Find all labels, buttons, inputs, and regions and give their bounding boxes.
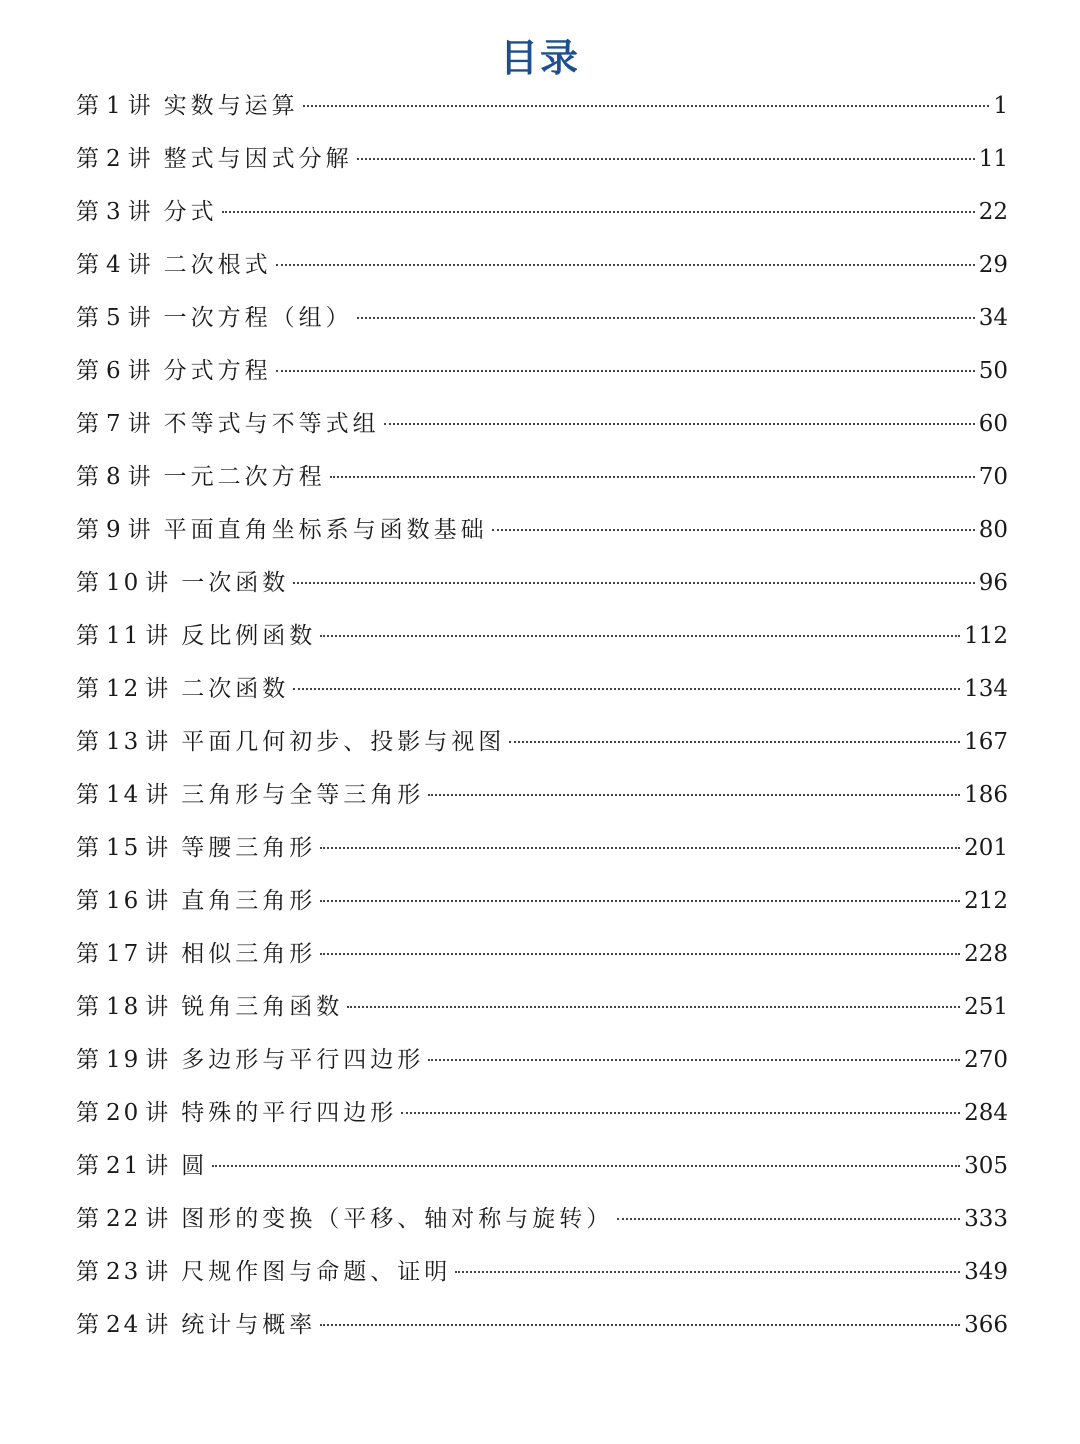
lecture-title: 分式方程 xyxy=(163,358,272,384)
lecture-title: 锐角三角函数 xyxy=(181,994,344,1020)
lecture-prefix: 第 xyxy=(76,252,102,278)
lecture-title: 平面几何初步、投影与视图 xyxy=(181,729,506,755)
lecture-suffix: 讲 xyxy=(145,1047,172,1073)
lecture-suffix: 讲 xyxy=(127,252,154,278)
lecture-suffix: 讲 xyxy=(145,1259,172,1285)
lecture-number: 17 xyxy=(106,941,142,967)
page-number: 333 xyxy=(964,1206,1008,1232)
lecture-number: 14 xyxy=(106,782,142,808)
lecture-label xyxy=(76,1246,171,1299)
toc-entry-20[interactable] xyxy=(76,1087,1008,1140)
lecture-title: 不等式与不等式组 xyxy=(163,411,380,437)
lecture-title: 平面直角坐标系与函数基础 xyxy=(163,517,488,543)
lecture-label xyxy=(76,1034,171,1087)
lecture-suffix: 讲 xyxy=(145,676,172,702)
lecture-number: 11 xyxy=(106,623,142,649)
toc-entry-3[interactable] xyxy=(76,186,1008,239)
page-number: 284 xyxy=(964,1100,1008,1126)
lecture-label xyxy=(76,716,171,769)
page-number: 251 xyxy=(964,994,1008,1020)
dot-leader xyxy=(320,953,960,955)
lecture-number: 9 xyxy=(106,517,124,543)
page-number: 60 xyxy=(978,411,1008,437)
toc-entry-22[interactable] xyxy=(76,1193,1008,1246)
lecture-title: 分式 xyxy=(163,199,218,225)
lecture-suffix: 讲 xyxy=(127,146,154,172)
page-number: 270 xyxy=(964,1047,1008,1073)
lecture-suffix: 讲 xyxy=(145,941,172,967)
lecture-prefix: 第 xyxy=(76,305,102,331)
dot-leader xyxy=(293,582,974,584)
dot-leader xyxy=(384,423,975,425)
page-number: 349 xyxy=(964,1259,1008,1285)
lecture-label xyxy=(76,769,171,822)
lecture-label xyxy=(76,186,154,239)
lecture-title: 直角三角形 xyxy=(181,888,317,914)
dot-leader xyxy=(455,1271,960,1273)
lecture-prefix: 第 xyxy=(76,199,102,225)
dot-leader xyxy=(320,1324,960,1326)
dot-leader xyxy=(330,476,975,478)
lecture-prefix: 第 xyxy=(76,1312,102,1338)
lecture-label xyxy=(76,875,171,928)
lecture-suffix: 讲 xyxy=(145,782,172,808)
dot-leader xyxy=(617,1218,960,1220)
lecture-number: 12 xyxy=(106,676,142,702)
lecture-label xyxy=(76,133,154,186)
toc-entry-2[interactable] xyxy=(76,133,1008,186)
lecture-label xyxy=(76,398,154,451)
lecture-title: 反比例函数 xyxy=(181,623,317,649)
page-number: 134 xyxy=(964,676,1008,702)
lecture-prefix: 第 xyxy=(76,676,102,702)
page-number: 305 xyxy=(964,1153,1008,1179)
lecture-label xyxy=(76,610,171,663)
lecture-number: 23 xyxy=(106,1259,142,1285)
dot-leader xyxy=(320,847,960,849)
lecture-prefix: 第 xyxy=(76,782,102,808)
lecture-number: 18 xyxy=(106,994,142,1020)
lecture-suffix: 讲 xyxy=(145,729,172,755)
lecture-number: 15 xyxy=(106,835,142,861)
dot-leader xyxy=(320,900,960,902)
lecture-label xyxy=(76,1299,171,1352)
lecture-title: 一元二次方程 xyxy=(163,464,326,490)
lecture-prefix: 第 xyxy=(76,1206,102,1232)
lecture-number: 5 xyxy=(106,305,124,331)
page-number: 50 xyxy=(978,358,1008,384)
lecture-prefix: 第 xyxy=(76,1047,102,1073)
page-number: 22 xyxy=(978,199,1008,225)
lecture-title: 三角形与全等三角形 xyxy=(181,782,425,808)
page-number: 11 xyxy=(978,146,1008,172)
page-number: 112 xyxy=(964,623,1008,649)
lecture-label xyxy=(76,504,154,557)
toc-entry-17[interactable] xyxy=(76,928,1008,981)
lecture-number: 24 xyxy=(106,1312,142,1338)
lecture-number: 20 xyxy=(106,1100,142,1126)
lecture-suffix: 讲 xyxy=(127,305,154,331)
lecture-number: 3 xyxy=(106,199,124,225)
lecture-label xyxy=(76,1193,171,1246)
lecture-suffix: 讲 xyxy=(145,994,172,1020)
dot-leader xyxy=(276,370,975,372)
lecture-title: 尺规作图与命题、证明 xyxy=(181,1259,452,1285)
page-number: 366 xyxy=(964,1312,1008,1338)
toc-entry-14[interactable] xyxy=(76,769,1008,822)
dot-leader xyxy=(401,1112,960,1114)
lecture-title: 圆 xyxy=(181,1153,209,1179)
toc-entry-8[interactable] xyxy=(76,451,1008,504)
lecture-suffix: 讲 xyxy=(127,199,154,225)
lecture-number: 19 xyxy=(106,1047,142,1073)
dot-leader xyxy=(276,264,975,266)
lecture-number: 13 xyxy=(106,729,142,755)
lecture-title: 多边形与平行四边形 xyxy=(181,1047,425,1073)
lecture-label xyxy=(76,663,171,716)
lecture-prefix: 第 xyxy=(76,888,102,914)
page-number: 29 xyxy=(978,252,1008,278)
toc-entry-4[interactable] xyxy=(76,239,1008,292)
toc-entry-19[interactable] xyxy=(76,1034,1008,1087)
toc-entry-24[interactable] xyxy=(76,1299,1008,1352)
toc-entry-21[interactable] xyxy=(76,1140,1008,1193)
dot-leader xyxy=(492,529,975,531)
dot-leader xyxy=(303,105,990,107)
lecture-label xyxy=(76,1140,171,1193)
lecture-label xyxy=(76,345,154,398)
lecture-title: 二次根式 xyxy=(163,252,272,278)
lecture-number: 8 xyxy=(106,464,124,490)
dot-leader xyxy=(357,158,975,160)
lecture-number: 22 xyxy=(106,1206,142,1232)
dot-leader xyxy=(320,635,960,637)
lecture-suffix: 讲 xyxy=(145,888,172,914)
toc-entry-1[interactable] xyxy=(76,80,1008,133)
lecture-suffix: 讲 xyxy=(145,1206,172,1232)
page-number: 212 xyxy=(964,888,1008,914)
lecture-title: 相似三角形 xyxy=(181,941,317,967)
toc-entry-16[interactable] xyxy=(76,875,1008,928)
lecture-suffix: 讲 xyxy=(127,517,154,543)
lecture-number: 16 xyxy=(106,888,142,914)
toc-entry-7[interactable] xyxy=(76,398,1008,451)
page-number: 34 xyxy=(978,305,1008,331)
toc-entry-5[interactable] xyxy=(76,292,1008,345)
lecture-title: 特殊的平行四边形 xyxy=(181,1100,398,1126)
page-number: 80 xyxy=(978,517,1008,543)
lecture-suffix: 讲 xyxy=(127,358,154,384)
toc-entry-11[interactable] xyxy=(76,610,1008,663)
toc-entry-23[interactable] xyxy=(76,1246,1008,1299)
lecture-suffix: 讲 xyxy=(127,411,154,437)
lecture-number: 1 xyxy=(106,93,124,119)
lecture-label xyxy=(76,451,154,504)
toc-entry-18[interactable] xyxy=(76,981,1008,1034)
lecture-label xyxy=(76,928,171,981)
toc-entry-10[interactable] xyxy=(76,557,1008,610)
lecture-prefix: 第 xyxy=(76,411,102,437)
page-number: 1 xyxy=(993,93,1008,119)
lecture-suffix: 讲 xyxy=(145,1100,172,1126)
lecture-prefix: 第 xyxy=(76,941,102,967)
lecture-number: 10 xyxy=(106,570,142,596)
lecture-label xyxy=(76,1087,171,1140)
lecture-prefix: 第 xyxy=(76,994,102,1020)
lecture-number: 4 xyxy=(106,252,124,278)
toc-entry-15[interactable] xyxy=(76,822,1008,875)
dot-leader xyxy=(509,741,960,743)
lecture-title: 等腰三角形 xyxy=(181,835,317,861)
lecture-prefix: 第 xyxy=(76,517,102,543)
page-title: 目录 xyxy=(499,36,580,80)
lecture-title: 二次函数 xyxy=(181,676,290,702)
lecture-title: 一次方程（组） xyxy=(163,305,353,331)
lecture-title: 一次函数 xyxy=(181,570,290,596)
lecture-suffix: 讲 xyxy=(145,1153,172,1179)
toc-entry-12[interactable] xyxy=(76,663,1008,716)
lecture-prefix: 第 xyxy=(76,729,102,755)
lecture-suffix: 讲 xyxy=(127,93,154,119)
lecture-prefix: 第 xyxy=(76,835,102,861)
lecture-label xyxy=(76,822,171,875)
page-number: 70 xyxy=(978,464,1008,490)
lecture-suffix: 讲 xyxy=(145,623,172,649)
lecture-label xyxy=(76,292,154,345)
toc-entry-6[interactable] xyxy=(76,345,1008,398)
lecture-title: 实数与运算 xyxy=(163,93,299,119)
page-number: 167 xyxy=(964,729,1008,755)
page-number: 186 xyxy=(964,782,1008,808)
lecture-suffix: 讲 xyxy=(145,835,172,861)
page-number: 201 xyxy=(964,835,1008,861)
lecture-prefix: 第 xyxy=(76,623,102,649)
dot-leader xyxy=(222,211,975,213)
lecture-label xyxy=(76,239,154,292)
lecture-label xyxy=(76,557,171,610)
lecture-number: 2 xyxy=(106,146,124,172)
toc-entry-9[interactable] xyxy=(76,504,1008,557)
page-number: 228 xyxy=(964,941,1008,967)
lecture-suffix: 讲 xyxy=(145,1312,172,1338)
lecture-prefix: 第 xyxy=(76,1100,102,1126)
lecture-prefix: 第 xyxy=(76,146,102,172)
lecture-prefix: 第 xyxy=(76,570,102,596)
lecture-title: 图形的变换（平移、轴对称与旋转） xyxy=(181,1206,614,1232)
table-of-contents xyxy=(76,80,1008,1352)
lecture-label xyxy=(76,981,171,1034)
lecture-title: 整式与因式分解 xyxy=(163,146,353,172)
lecture-number: 21 xyxy=(106,1153,142,1179)
lecture-prefix: 第 xyxy=(76,358,102,384)
lecture-suffix: 讲 xyxy=(145,570,172,596)
lecture-suffix: 讲 xyxy=(127,464,154,490)
toc-entry-13[interactable] xyxy=(76,716,1008,769)
dot-leader xyxy=(293,688,960,690)
dot-leader xyxy=(347,1006,960,1008)
lecture-prefix: 第 xyxy=(76,464,102,490)
lecture-label xyxy=(76,80,154,133)
lecture-number: 6 xyxy=(106,358,124,384)
lecture-prefix: 第 xyxy=(76,1153,102,1179)
dot-leader xyxy=(428,794,960,796)
page-number: 96 xyxy=(978,570,1008,596)
dot-leader xyxy=(357,317,975,319)
lecture-number: 7 xyxy=(106,411,124,437)
dot-leader xyxy=(428,1059,960,1061)
lecture-prefix: 第 xyxy=(76,1259,102,1285)
lecture-prefix: 第 xyxy=(76,93,102,119)
dot-leader xyxy=(212,1165,960,1167)
lecture-title: 统计与概率 xyxy=(181,1312,317,1338)
